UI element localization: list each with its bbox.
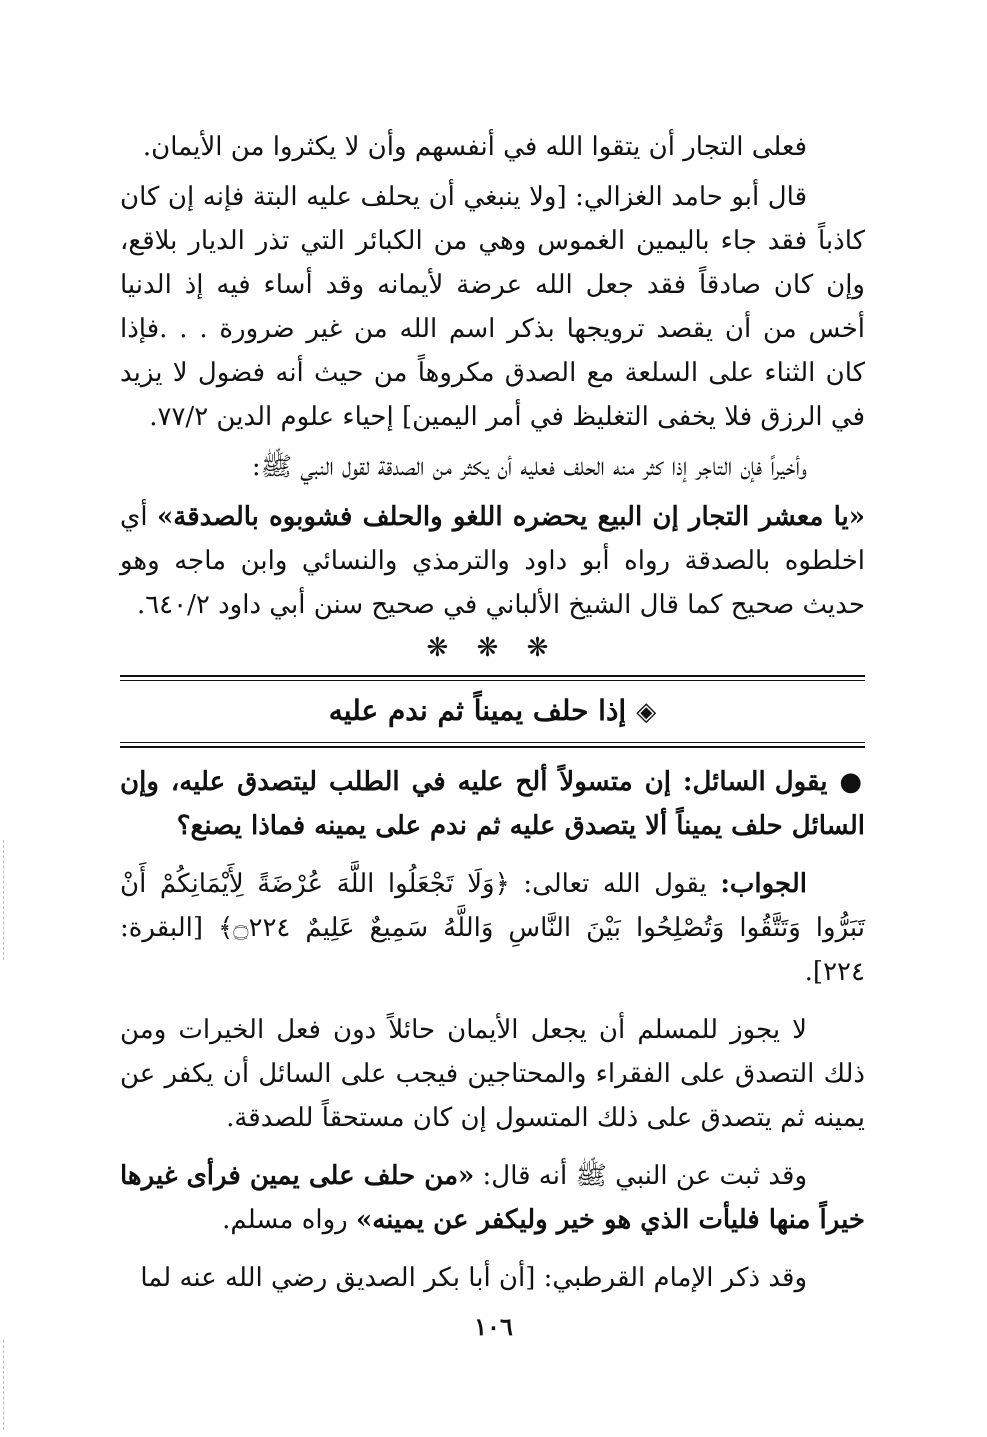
page-number: ١٠٦ [474,1312,513,1341]
scan-margin-mark-lower [3,1340,4,1430]
hadith-text: «يا معشر التجار إن البيع يحضره اللغو والحلف فشوبوه بالصدقة» [157,502,865,532]
hadith-oath-paragraph [120,1154,865,1242]
answer-paragraph [120,862,865,994]
section-heading [120,681,865,742]
answer-label: الجواب: [720,869,807,899]
diamond-icon: ◈ [636,697,657,727]
bullet-icon: ● [839,767,866,797]
paragraph-hadith-merchants [120,495,865,627]
ruling-paragraph: لا يجوز للمسلم أن يجعل الأيمان حائلاً دون فعل الخيرات ومن ذلك التصدق على الفقراء والمحتاجين فيجب على السائل أن يكفر عن يمينه ثم يتصدق على ذلك المتسول إن كان مستحقاً للصدقة. [120,1015,865,1133]
answer-intro: يقول الله تعالى: [509,869,721,899]
scan-margin-mark [3,840,4,960]
quran-verse: ﴿وَلَا تَجْعَلُوا اللَّهَ عُرْضَةً لِأَيْمَانِكُمْ أَنْ تَبَرُّوا وَتَتَّقُوا وَتُصْلِحُوا بَيْنَ النَّاسِ وَاللَّهُ سَمِيعٌ عَلِيمٌ ۝٢٢٤﴾ [120,869,866,943]
paragraph-ghazali-quote: قال أبو حامد الغزالي: [ولا ينبغي أن يحلف عليه البتة فإنه إن كان كاذباً فقد جاء باليمين الغموس وهي من الكبائر التي تذر الديار بلاقع، وإن كان صادقاً فقد جعل الله عرضة لأيمانه وقد أساء فيه إذ الدنيا أخس من أن يقصد ترويجها بذكر اسم الله من غير ضرورة . . .فإذا كان الثناء على السلعة مع الصدق مكروهاً من حيث أنه فضول لا يزيد في الرزق فلا يخفى التغليظ في أمر اليمين] إحياء علوم الدين ٧٧/٢. [120,182,865,432]
section-heading-text: إذا حلف يميناً ثم ندم عليه [328,694,627,727]
section-separator: ❋ ❋ ❋ [426,633,559,663]
hadith-explanation: أي اخلطوه بالصدقة رواه أبو داود والترمذي والنسائي وابن ماجه وهو حديث صحيح كما قال الشيخ الألباني في صحيح سنن أبي داود ٦٤٠/٢. [120,502,865,620]
question-text: يقول السائل: إن متسولاً ألح عليه في الطلب ليتصدق عليه، وإن السائل حلف يميناً ألا يتصدق عليه ثم ندم على يمينه فماذا يصنع؟ [120,767,865,841]
hadith-oath-intro: وقد ثبت عن النبي ﷺ أنه قال: [474,1161,807,1191]
heading-rule-bottom [120,742,865,748]
question-paragraph [120,760,865,848]
qurtubi-paragraph: وقد ذكر الإمام القرطبي: [أن أبا بكر الصديق رضي الله عنه لما [140,1263,807,1293]
page-body [120,125,865,1300]
paragraph-merchants: فعلى التجار أن يتقوا الله في أنفسهم وأن لا يكثروا من الأيمان. [142,132,807,162]
hadith-oath-text: «من حلف على يمين فرأى غيرها خيراً منها فليأت الذي هو خير وليكفر عن يمينه» [119,1161,865,1235]
paragraph-charity: وأخيراً فإن التاجر إذا كثر منه الحلف فعليه أن يكثر من الصدقة لقول النبي ﷺ: [251,452,807,482]
verse-reference: [البقرة: ٢٢٤]. [120,913,865,987]
hadith-oath-source: رواه مسلم. [222,1205,356,1235]
